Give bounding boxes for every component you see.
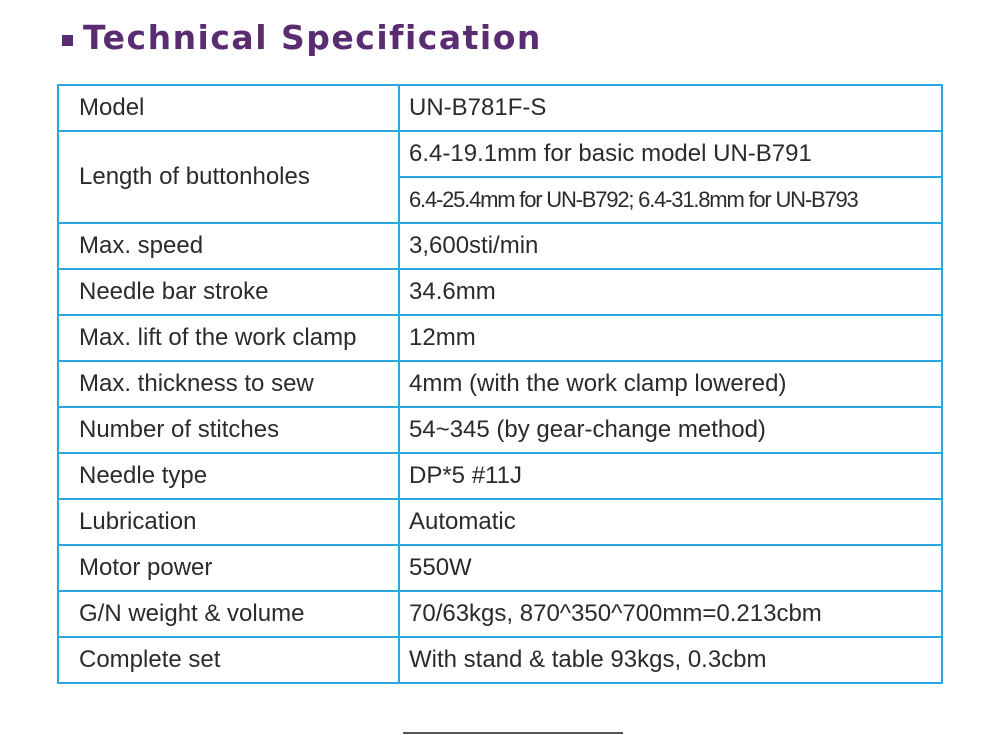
table-row: [58, 361, 942, 407]
row-label: Motor power: [58, 545, 399, 591]
table-row: [58, 315, 942, 361]
row-label: Max. speed: [58, 223, 399, 269]
row-value: 3,600sti/min: [399, 223, 942, 269]
page-title: Technical Specification: [83, 17, 542, 57]
table-row: [58, 637, 942, 683]
table-row: [58, 407, 942, 453]
row-value: 34.6mm: [399, 269, 942, 315]
table-row: [58, 545, 942, 591]
row-label: Number of stitches: [58, 407, 399, 453]
table-row: [58, 453, 942, 499]
row-value: 12mm: [399, 315, 942, 361]
row-label: Max. thickness to sew: [58, 361, 399, 407]
row-label: G/N weight & volume: [58, 591, 399, 637]
table-row: [58, 499, 942, 545]
table-row: [58, 85, 942, 131]
section-header: [62, 14, 542, 60]
bottom-divider: [403, 732, 623, 734]
row-value: 550W: [399, 545, 942, 591]
row-value: 6.4-25.4mm for UN-B792; 6.4-31.8mm for UN-B793: [399, 177, 942, 223]
row-value: 6.4-19.1mm for basic model UN-B791: [399, 131, 942, 177]
row-value: DP*5 #11J: [399, 453, 942, 499]
table-row: [58, 131, 942, 177]
row-label: Needle bar stroke: [58, 269, 399, 315]
row-label: Complete set: [58, 637, 399, 683]
row-value: 54~345 (by gear-change method): [399, 407, 942, 453]
row-label: Max. lift of the work clamp: [58, 315, 399, 361]
row-label: Needle type: [58, 453, 399, 499]
row-label: Model: [58, 85, 399, 131]
table-row: [58, 591, 942, 637]
row-value: UN-B781F-S: [399, 85, 942, 131]
spec-table: [57, 84, 943, 684]
row-label: Lubrication: [58, 499, 399, 545]
table-row: [58, 223, 942, 269]
square-bullet-icon: [62, 35, 73, 46]
table-row: [58, 269, 942, 315]
row-value: With stand & table 93kgs, 0.3cbm: [399, 637, 942, 683]
row-value: 4mm (with the work clamp lowered): [399, 361, 942, 407]
row-value: 70/63kgs, 870^350^700mm=0.213cbm: [399, 591, 942, 637]
row-value: Automatic: [399, 499, 942, 545]
row-label: Length of buttonholes: [58, 131, 399, 223]
